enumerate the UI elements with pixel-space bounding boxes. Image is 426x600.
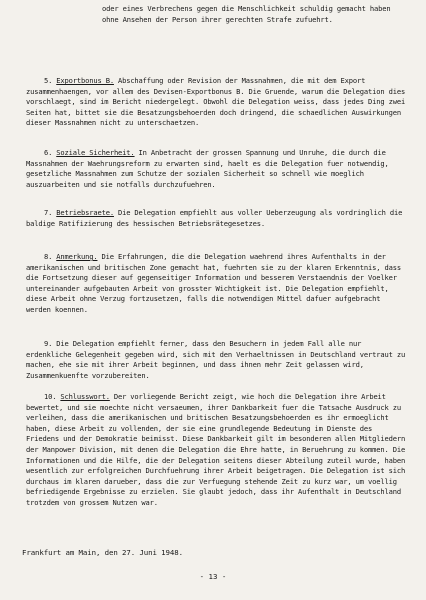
- intro-paragraph: [102, 4, 402, 25]
- section-anmerkung: [26, 252, 408, 316]
- section-number: 10.: [44, 392, 57, 401]
- section-number: 8.: [44, 252, 53, 261]
- section-soziale-sicherheit: [26, 148, 408, 190]
- section-betriebsraete: [26, 208, 408, 229]
- section-body: Abschaffung oder Revision der Massnahmen, die mit dem Export zusammenhaengen, vor allem des Devisen-Exportbonus B. Die Gruende, warum die Delegation dies vorschlaegt, sind im Bericht niedergelegt. Obwohl die Delegation weiss, dass jedes Ding zwei Seiten hat, bittet sie die Besatzungsbehoerden doch dringend, die schaedlichen Auswirkungen dieser Massnahmen nicht zu unterschaetzen.: [26, 76, 406, 128]
- section-number: 9.: [44, 339, 53, 348]
- section-body: Die Erfahrungen, die die Delegation waehrend ihres Aufenthalts in der amerikanischen und britischen Zone gemacht hat, fuehrten sie zu der klaren Erkenntnis, dass die Fortsetzung dieser auf gegenseitiger Information und besserem Verstaendnis der Voelker untereinander aufgebauten Arbeit von grosster Wichtigkeit ist. Die Delegation empfiehlt, diese Arbeit ohne Verzug fortzusetzen, falls die notwendigen Mittel dafuer aufgebracht werden koennen.: [26, 252, 401, 314]
- section-body: Die Delegation empfiehlt aus voller Ueberzeugung als vordringlich die baldige Ratifizierung des hessischen Betriebsrätegesetzes.: [26, 208, 403, 228]
- section-number: 5.: [44, 76, 53, 85]
- section-heading: Betriebsraete.: [56, 208, 114, 217]
- section-number: 6.: [44, 148, 53, 157]
- section-besucher: [26, 339, 408, 381]
- section-schlusswort: [26, 392, 408, 509]
- section-heading: Schlusswort.: [60, 392, 110, 401]
- section-heading: Soziale Sicherheit.: [56, 148, 135, 157]
- section-body: Der vorliegende Bericht zeigt, wie hoch die Delegation ihre Arbeit bewertet, und sie moechte nicht versaeumen, ihrer Dankbarkeit fuer die Tatsache Ausdruck zu verleihen, dass die amerikanischen und britischen Besatzungsbehoerden es ihr ermoeglicht haben, diese Arbeit zu vollenden, der sie eine grundlegende Bedeutung im Dienste des Friedens und der Demokratie beimisst. Diese Dankbarkeit gilt im besonderen allen Mitgliedern der Manpower Division, mit denen die Delegation die Ehre hatte, in Beruehrung zu kommen. Die Informationen und die Hilfe, die der Delegation seitens dieser Abteilung zuteil wurde, haben wesentlich zur erfolgreichen Durchfuehrung ihrer Arbeit beigetragen. Die Delegation ist sich durchaus im klaren darueber, dass die zur Verfuegung stehende Zeit zu kurz war, um voellig befriedigende Ergebnisse zu erzielen. Sie glaubt jedoch, dass ihr Aufenthalt in Deutschland trotzdem von grossem Nutzen war.: [26, 392, 406, 507]
- dateline: Frankfurt am Main, den 27. Juni 1948.: [22, 548, 183, 557]
- page-number: - 13 -: [199, 572, 227, 581]
- section-heading: Exportbonus B.: [56, 76, 114, 85]
- section-number: 7.: [44, 208, 53, 217]
- section-exportbonus: [26, 76, 408, 129]
- section-heading: Anmerkung.: [56, 252, 98, 261]
- section-body: In Anbetracht der grossen Spannung und Unruhe, die durch die Massnahmen der Waehrungsreform zu erwarten sind, haelt es die Delegation fuer notwendig, gesetzliche Massnahmen zum Schutze der sozialen Sicherheit so schnell wie moeglich auszuarbeiten und sie notfalls durchzufuehren.: [26, 148, 389, 189]
- section-body: Die Delegation empfiehlt ferner, dass den Besuchern in jedem Fall alle nur erdenkliche Gelegenheit gegeben wird, sich mit den Verhaeltnissen in Deutschland vertraut zu machen, ehe sie mit ihrer Arbeit beginnen, und dass ihnen mehr Zeit gelassen wird, Zusammenkuenfte vorzubereiten.: [26, 339, 406, 380]
- intro-text: oder eines Verbrechens gegen die Menschlichkeit schuldig gemacht haben ohne Ansehen der Person ihrer gerechten Strafe zufuehrt.: [102, 4, 391, 24]
